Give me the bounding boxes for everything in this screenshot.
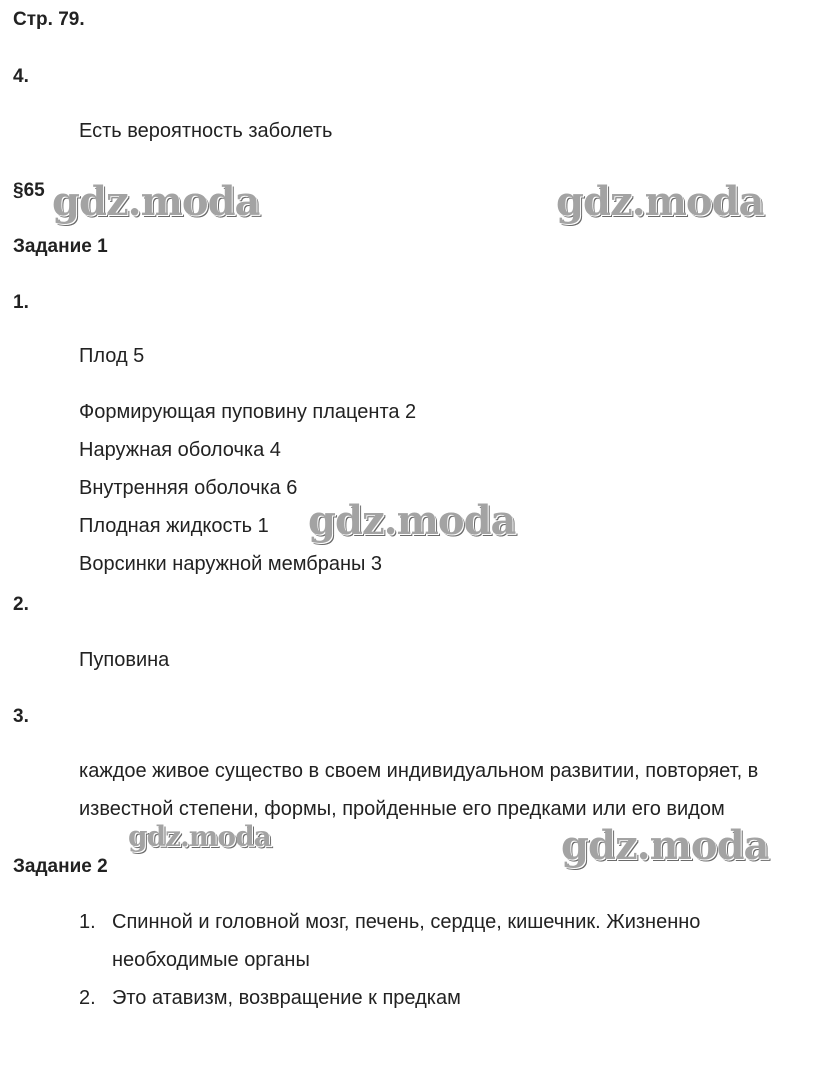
watermark-logo: gdz.moda (52, 178, 260, 225)
task-1-title: Задание 1 (13, 236, 108, 257)
list-item: Плод 5 (79, 345, 145, 367)
task-1-q2-answer: Пуповина (79, 649, 170, 671)
list-item: Внутренняя оболочка 6 (79, 477, 298, 499)
task-2-item-1-line-2: необходимые органы (112, 949, 310, 971)
question-4-answer: Есть вероятность заболеть (79, 120, 333, 142)
page-header: Стр. 79. (13, 9, 85, 30)
watermark-logo: gdz.moda (128, 820, 271, 853)
task-2-item-2-number: 2. (79, 987, 96, 1009)
question-4-number: 4. (13, 66, 29, 87)
watermark-logo: gdz.moda (556, 178, 764, 225)
list-item: Плодная жидкость 1 (79, 515, 269, 537)
section-title: §65 (13, 180, 45, 201)
task-2-item-2-line-1: Это атавизм, возвращение к предкам (112, 987, 461, 1009)
task-2-item-1-number: 1. (79, 911, 96, 933)
task-1-q3-line-2: известной степени, формы, пройденные его предками или его видом (79, 798, 725, 820)
list-item: Наружная оболочка 4 (79, 439, 281, 461)
task-1-q3-line-1: каждое живое существо в своем индивидуальном развитии, повторяет, в (79, 760, 759, 782)
list-item: Формирующая пуповину плацента 2 (79, 401, 417, 423)
task-1-q2-number: 2. (13, 594, 29, 615)
task-2-item-1-line-1: Спинной и головной мозг, печень, сердце, кишечник. Жизненно (112, 911, 701, 933)
task-2-title: Задание 2 (13, 856, 108, 877)
task-1-q3-number: 3. (13, 706, 29, 727)
watermark-logo: gdz.moda (308, 497, 516, 544)
watermark-logo: gdz.moda (561, 822, 769, 869)
task-1-q1-number: 1. (13, 292, 29, 313)
list-item: Ворсинки наружной мембраны 3 (79, 553, 383, 575)
